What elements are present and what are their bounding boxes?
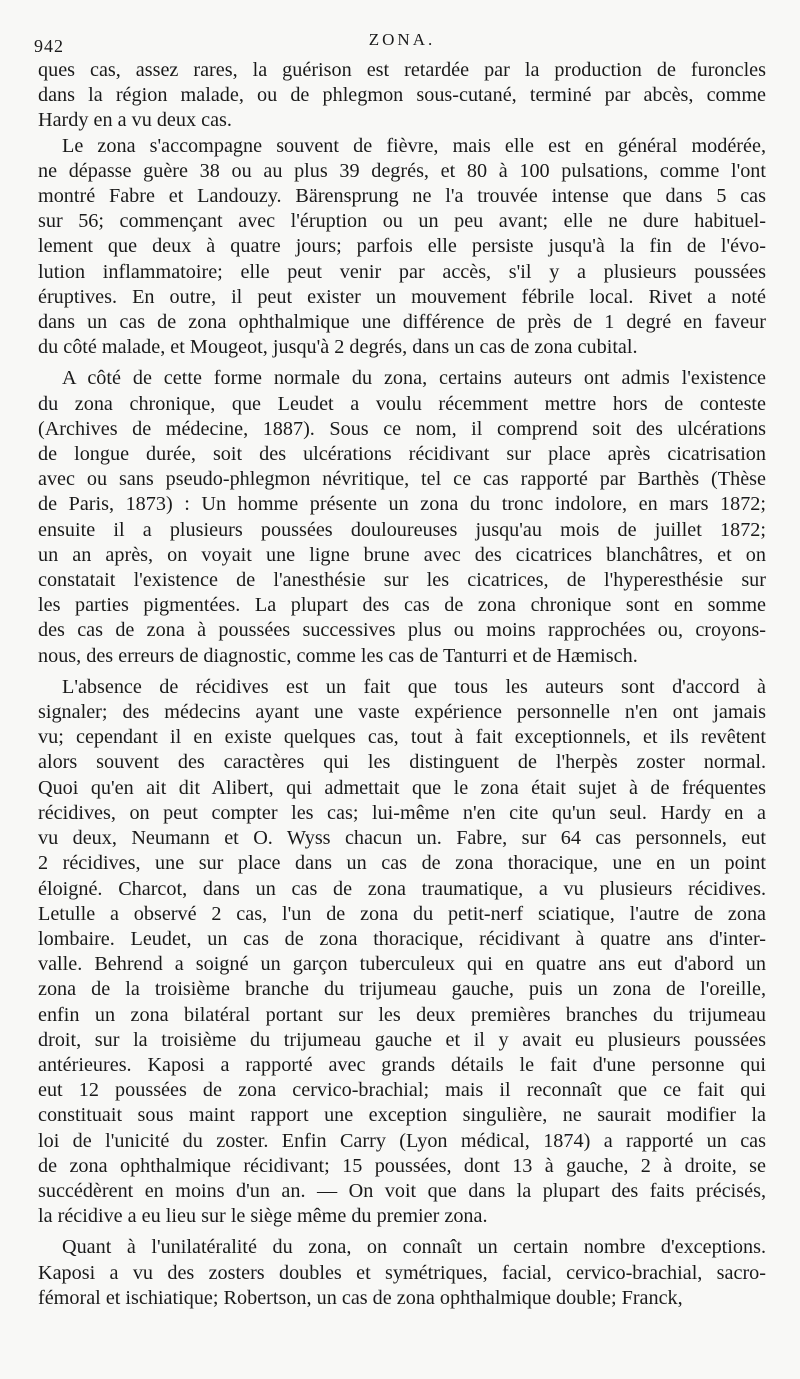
text-line: constituait sous maint rapport une exception singulière, ne saurait modifier la <box>38 1104 766 1127</box>
text-line: Quant à l'unilatéralité du zona, on connaît un certain nombre d'exceptions. <box>62 1236 766 1259</box>
text-line: A côté de cette forme normale du zona, certains auteurs ont admis l'existence <box>62 367 766 390</box>
text-line: droit, sur la troisième du trijumeau gauche et il y avait eu plusieurs poussées <box>38 1028 766 1051</box>
paragraph <box>38 58 766 134</box>
paragraph <box>38 675 766 1229</box>
text-line: les parties pigmentées. La plupart des cas de zona chronique sont en somme <box>38 594 766 617</box>
text-line: constatait l'existence de l'anesthésie sur les cicatrices, de l'hyperesthésie sur <box>38 569 766 592</box>
text-line: de zona ophthalmique récidivant; 15 poussées, dont 13 à gauche, 2 à droite, se <box>38 1154 766 1177</box>
text-line: succédèrent en moins d'un an. — On voit que dans la plupart des faits précisés, <box>38 1179 766 1202</box>
running-header <box>34 30 766 58</box>
text-line: vu; cependant il en existe quelques cas, tout à fait exceptionnels, et ils revêtent <box>38 726 766 749</box>
text-line: ne dépasse guère 38 ou au plus 39 degrés, et 80 à 100 pulsations, comme l'ont <box>38 159 766 182</box>
text-line: valle. Behrend a soigné un garçon tuberculeux qui en quatre ans eut d'abord un <box>38 953 766 976</box>
page-number: 942 <box>34 36 64 56</box>
text-line: Kaposi a vu des zosters doubles et symétriques, facial, cervico-brachial, sacro- <box>38 1261 766 1284</box>
text-line: lombaire. Leudet, un cas de zona thoracique, récidivant à quatre ans d'inter- <box>38 927 766 950</box>
text-line: L'absence de récidives est un fait que tous les auteurs sont d'accord à <box>62 675 766 698</box>
body-text <box>38 58 766 1311</box>
text-line: vu deux, Neumann et O. Wyss chacun un. Fabre, sur 64 cas personnels, eut <box>38 827 766 850</box>
text-line: nous, des erreurs de diagnostic, comme les cas de Tanturri et de Hæmisch. <box>38 644 638 667</box>
running-title: ZONA. <box>368 30 436 49</box>
text-line: 2 récidives, une sur place dans un cas de zona thoracique, une en un point <box>38 852 766 875</box>
text-line: Le zona s'accompagne souvent de fièvre, mais elle est en général modérée, <box>62 134 766 157</box>
text-line: lement que deux à quatre jours; parfois elle persiste jusqu'à la fin de l'évo- <box>38 235 766 258</box>
text-line: sur 56; commençant avec l'éruption ou un peu avant; elle ne dure habituel- <box>38 210 766 233</box>
text-line: la récidive a eu lieu sur le siège même du premier zona. <box>38 1205 488 1228</box>
paragraph <box>38 366 766 668</box>
text-line: de Paris, 1873) : Un homme présente un zona du tronc indolore, en mars 1872; <box>38 493 766 516</box>
text-line: montré Fabre et Landouzy. Bärensprung ne l'a trouvée intense que dans 5 cas <box>38 185 766 208</box>
text-line: antérieures. Kaposi a rapporté avec grands détails le fait d'une personne qui <box>38 1053 766 1076</box>
paragraph <box>38 1235 766 1311</box>
text-line: de longue durée, soit des ulcérations récidivant sur place après cicatrisation <box>38 443 766 466</box>
text-line: dans la région malade, ou de phlegmon sous-cutané, terminé par abcès, comme <box>38 84 766 107</box>
text-line: Letulle a observé 2 cas, l'un de zona du petit-nerf sciatique, l'autre de zona <box>38 902 766 925</box>
text-line: un an après, on voyait une ligne brune avec des cicatrices blanchâtres, et on <box>38 543 766 566</box>
text-line: enfin un zona bilatéral portant sur les deux premières branches du trijumeau <box>38 1003 766 1026</box>
text-line: ensuite il a plusieurs poussées douloureuses jusqu'au mois de juillet 1872; <box>38 518 766 541</box>
text-line: (Archives de médecine, 1887). Sous ce nom, il comprend soit des ulcérations <box>38 417 766 440</box>
text-line: avec ou sans pseudo-phlegmon névritique, tel ce cas rapporté par Barthès (Thèse <box>38 468 766 491</box>
text-line: loi de l'unicité du zoster. Enfin Carry (Lyon médical, 1874) a rapporté un cas <box>38 1129 766 1152</box>
text-line: fémoral et ischiatique; Robertson, un cas de zona ophthalmique double; Franck, <box>38 1286 683 1309</box>
text-line: signaler; des médecins ayant une vaste expérience personnelle n'en ont jamais <box>38 701 766 724</box>
text-line: dans un cas de zona ophthalmique une différence de près de 1 degré en faveur <box>38 311 766 334</box>
text-line: ques cas, assez rares, la guérison est retardée par la production de furoncles <box>38 59 766 81</box>
text-line: des cas de zona à poussées successives plus ou moins rapprochées ou, croyons- <box>38 619 766 642</box>
text-line: récidives, on peut compter les cas; lui-même n'en cite qu'un seul. Hardy en a <box>38 801 766 824</box>
text-line: du zona chronique, que Leudet a voulu récemment mettre hors de conteste <box>38 392 766 415</box>
text-line: Hardy en a vu deux cas. <box>38 109 232 132</box>
text-line: éruptives. En outre, il peut exister un mouvement fébrile local. Rivet a noté <box>38 285 766 308</box>
text-line: du côté malade, et Mougeot, jusqu'à 2 degrés, dans un cas de zona cubital. <box>38 336 638 359</box>
paragraph <box>38 134 766 361</box>
text-line: Quoi qu'en ait dit Alibert, qui admettait que le zona était sujet à de fréquentes <box>38 776 766 799</box>
text-line: lution inflammatoire; elle peut venir par accès, s'il y a plusieurs poussées <box>38 260 766 283</box>
text-line: éloigné. Charcot, dans un cas de zona traumatique, a vu plusieurs récidives. <box>38 877 766 900</box>
text-line: alors souvent des caractères qui les distinguent de l'herpès zoster normal. <box>38 751 766 774</box>
text-line: zona de la troisième branche du trijumeau gauche, puis un zona de l'oreille, <box>38 978 766 1001</box>
text-line: eut 12 poussées de zona cervico-brachial; mais il reconnaît que ce fait qui <box>38 1079 766 1102</box>
